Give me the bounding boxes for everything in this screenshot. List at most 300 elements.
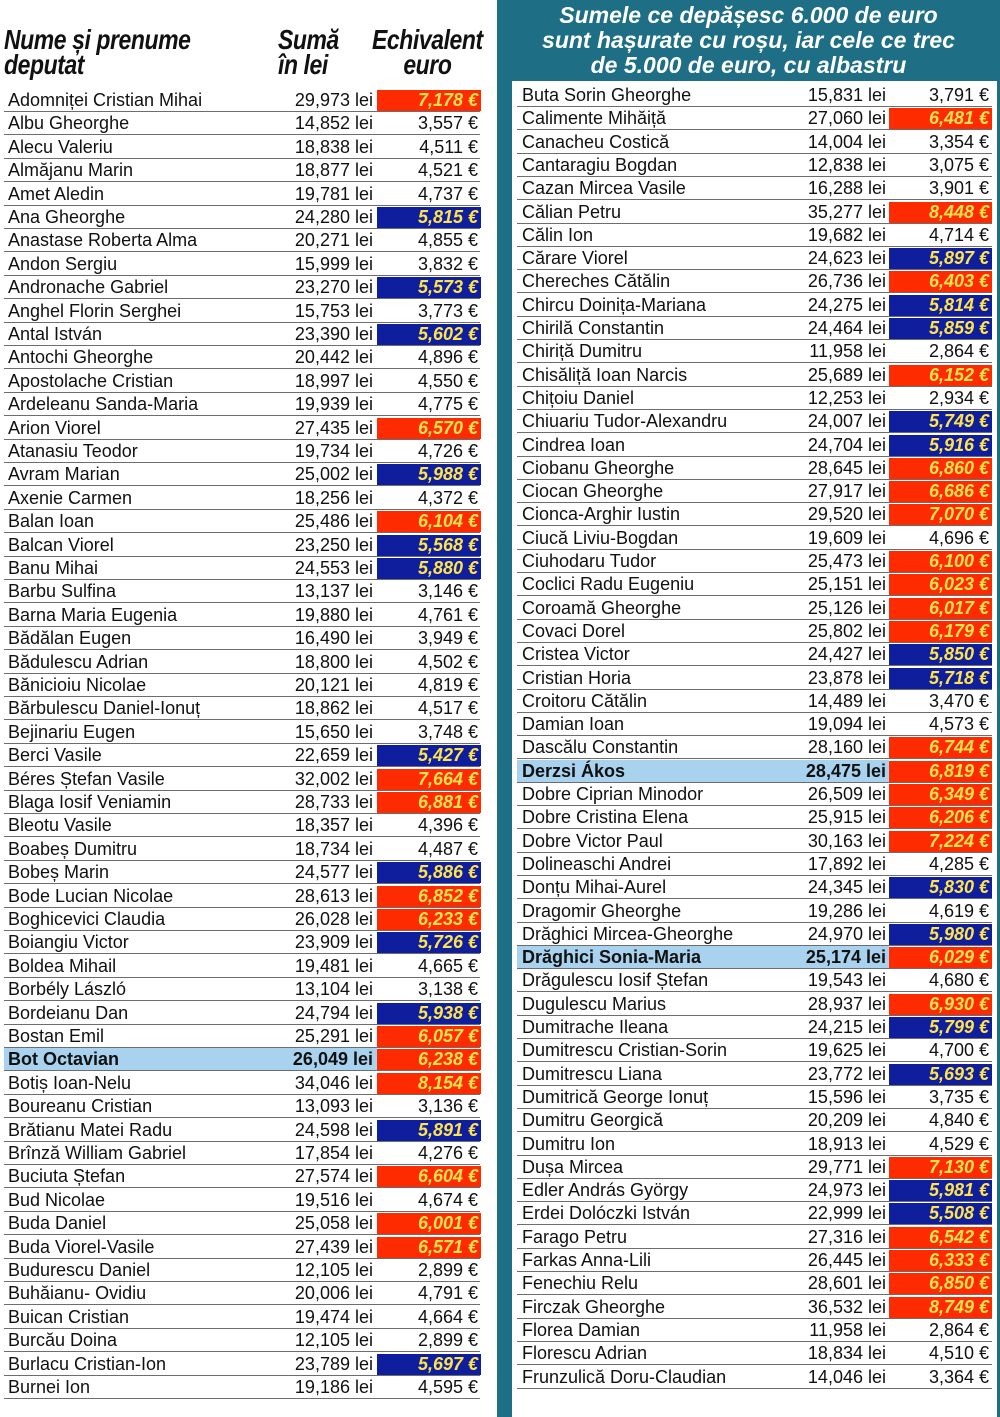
amount-euro: 6,744 € (889, 737, 992, 758)
deputy-name: Dobre Victor Paul (522, 830, 663, 851)
amount-euro: 5,602 € (377, 324, 481, 345)
amount-euro: 4,819 € (417, 675, 478, 695)
table-row (4, 791, 480, 814)
deputy-name: Boiangiu Victor (8, 932, 129, 953)
amount-lei: 30,163 lei (807, 830, 886, 851)
amount-euro: 5,508 € (889, 1203, 992, 1224)
amount-lei: 27,060 lei (807, 108, 886, 129)
table-row (4, 1212, 480, 1235)
amount-lei: 25,486 lei (294, 511, 373, 532)
amount-lei: 12,838 lei (807, 154, 886, 175)
amount-lei: 19,939 lei (294, 394, 373, 415)
amount-lei: 15,753 lei (294, 300, 373, 321)
amount-lei: 27,316 lei (807, 1226, 886, 1247)
amount-euro: 5,859 € (889, 318, 992, 339)
deputy-name: Antal István (8, 324, 103, 344)
deputy-name: Buta Sorin Gheorghe (522, 85, 692, 105)
amount-lei: 25,174 lei (805, 947, 886, 968)
amount-euro: 4,674 € (417, 1189, 478, 1210)
amount-lei: 19,543 lei (807, 970, 886, 991)
table-row (4, 323, 480, 346)
amount-lei: 28,160 lei (807, 737, 886, 758)
deputy-name: Dumitrică George Ionuț (522, 1086, 709, 1107)
amount-euro: 6,104 € (377, 511, 481, 532)
amount-euro: 5,749 € (889, 411, 992, 432)
table-row (4, 1119, 480, 1142)
amount-euro: 6,881 € (377, 792, 481, 813)
amount-lei: 36,532 lei (807, 1296, 886, 1317)
amount-lei: 16,288 lei (807, 178, 886, 199)
table-row (4, 253, 480, 276)
amount-euro: 6,100 € (889, 551, 992, 572)
deputy-name: Barbu Sulfina (8, 581, 117, 602)
amount-euro: 5,573 € (377, 277, 481, 298)
table-row (517, 1156, 992, 1179)
deputy-name: Dolineaschi Andrei (522, 853, 672, 874)
amount-euro: 4,573 € (928, 714, 989, 735)
deputy-name: Drăghici Sonia-Maria (522, 947, 702, 968)
header-euro-column (372, 24, 483, 80)
amount-lei: 24,553 lei (294, 558, 373, 578)
amount-lei: 20,006 lei (294, 1283, 373, 1304)
table-row (4, 1282, 480, 1305)
deputy-name: Ciuhodaru Tudor (522, 551, 657, 571)
amount-euro: 6,819 € (889, 761, 992, 782)
amount-lei: 18,877 lei (294, 160, 373, 181)
amount-euro: 6,333 € (889, 1250, 992, 1271)
table-row (517, 527, 992, 550)
table-row (4, 112, 480, 135)
amount-euro: 7,070 € (889, 504, 992, 525)
amount-euro: 3,773 € (417, 300, 478, 321)
amount-euro: 6,403 € (889, 271, 992, 292)
amount-lei: 25,802 lei (807, 620, 886, 641)
amount-lei: 11,958 lei (809, 341, 886, 362)
deputy-name: Dascălu Constantin (522, 737, 679, 758)
table-row (517, 1249, 992, 1272)
amount-euro: 3,557 € (417, 113, 478, 134)
deputy-name: Amet Aledin (8, 183, 105, 204)
deputy-name: Andronache Gabriel (8, 277, 169, 298)
deputy-name: Boghicevici Claudia (8, 909, 166, 929)
header-name-column (4, 24, 191, 80)
amount-euro: 7,224 € (889, 831, 992, 852)
table-row (4, 1142, 480, 1165)
deputy-name: Avram Marian (8, 464, 120, 485)
table-row (4, 651, 480, 674)
amount-euro: 5,916 € (889, 435, 992, 456)
amount-lei: 24,215 lei (807, 1017, 886, 1037)
amount-lei: 28,613 lei (294, 885, 373, 906)
amount-euro: 3,791 € (928, 85, 989, 105)
amount-euro: 3,364 € (928, 1366, 989, 1387)
deputy-name: Florea Damian (522, 1319, 641, 1340)
amount-lei: 15,831 lei (807, 85, 886, 105)
deputy-name: Brătianu Matei Radu (8, 1119, 173, 1140)
amount-euro: 4,529 € (928, 1133, 989, 1154)
table-row (4, 697, 480, 720)
deputy-name: Béres Ștefan Vasile (8, 768, 165, 789)
table-row (517, 736, 992, 759)
table-row (4, 1376, 480, 1399)
deputy-name: Farkas Anna-Lili (522, 1250, 652, 1270)
amount-lei: 23,789 lei (294, 1353, 373, 1374)
deputy-name: Calimente Mihăiță (522, 108, 667, 129)
table-row (4, 440, 480, 463)
amount-euro: 4,855 € (417, 230, 478, 251)
amount-lei: 24,280 lei (294, 207, 373, 227)
amount-euro: 4,696 € (928, 527, 989, 548)
amount-lei: 22,999 lei (807, 1203, 886, 1224)
deputy-name: Buciuta Ștefan (8, 1166, 126, 1187)
deputy-name: Ciobanu Gheorghe (522, 457, 675, 478)
amount-euro: 4,664 € (417, 1306, 478, 1327)
amount-euro: 6,852 € (377, 886, 481, 907)
amount-euro: 5,814 € (889, 295, 992, 316)
deputy-name: Berci Vasile (8, 745, 102, 766)
amount-lei: 19,094 lei (807, 714, 886, 735)
table-row (4, 955, 480, 978)
table-row (4, 1165, 480, 1188)
deputy-name: Balan Ioan (8, 511, 95, 532)
deputy-name: Buhăianu- Ovidiu (8, 1283, 147, 1304)
deputy-name: Bode Lucian Nicolae (8, 885, 174, 906)
deputy-name: Bordeianu Dan (8, 1002, 129, 1023)
table-row (4, 136, 480, 159)
amount-euro: 5,981 € (889, 1180, 992, 1201)
amount-lei: 24,577 lei (294, 862, 373, 883)
amount-euro: 5,980 € (889, 924, 992, 945)
amount-euro: 3,146 € (417, 581, 478, 602)
table-row (517, 201, 992, 224)
amount-euro: 4,840 € (928, 1110, 989, 1131)
deputy-name: Dobre Ciprian Minodor (522, 784, 704, 804)
deputy-name: Anghel Florin Serghei (8, 300, 182, 321)
deputy-name: Cionca-Arghir Iustin (522, 504, 681, 525)
table-row (4, 1072, 480, 1095)
deputy-name: Dumitru Georgică (522, 1110, 664, 1131)
amount-euro: 4,619 € (928, 900, 989, 921)
amount-euro: 7,178 € (377, 90, 481, 111)
amount-euro: 5,718 € (889, 668, 992, 689)
deputy-name: Budurescu Daniel (8, 1260, 151, 1280)
amount-euro: 5,427 € (377, 745, 481, 766)
amount-euro: 4,510 € (928, 1343, 989, 1364)
deputy-name: Ciocan Gheorghe (522, 481, 664, 502)
amount-euro: 3,136 € (417, 1096, 478, 1117)
amount-lei: 24,275 lei (807, 294, 886, 315)
amount-euro: 5,850 € (889, 644, 992, 665)
table-row (517, 1179, 992, 1202)
header-euro-line1: Echivalent (372, 24, 483, 55)
amount-lei: 19,186 lei (294, 1377, 373, 1397)
table-row (517, 317, 992, 340)
amount-euro: 6,152 € (889, 365, 992, 386)
amount-lei: 19,625 lei (807, 1040, 886, 1061)
table-row (4, 229, 480, 252)
table-row (517, 550, 992, 573)
deputy-name: Călin Ion (522, 224, 594, 245)
table-row (4, 627, 480, 650)
amount-lei: 15,596 lei (807, 1086, 886, 1107)
table-row (4, 1306, 480, 1329)
amount-lei: 14,852 lei (294, 113, 373, 134)
deputy-name: Alecu Valeriu (8, 136, 113, 157)
amount-euro: 4,761 € (417, 604, 478, 625)
table-row (4, 721, 480, 744)
deputy-name: Burlacu Cristian-Ion (8, 1353, 167, 1374)
legend-note (497, 3, 1000, 78)
amount-lei: 18,997 lei (294, 370, 373, 391)
deputy-name: Atanasiu Teodor (8, 441, 138, 461)
deputy-name: Farago Petru (522, 1226, 628, 1247)
amount-lei: 23,772 lei (807, 1063, 886, 1084)
table-row (517, 154, 992, 177)
amount-euro: 5,891 € (377, 1120, 481, 1141)
table-row (517, 1342, 992, 1365)
deputy-name: Adomniței Cristian Mihai (8, 90, 203, 110)
table-row (4, 580, 480, 603)
deputy-name: Andon Sergiu (8, 253, 118, 274)
header-name-line2: deputat (4, 49, 85, 80)
deputy-name: Chereches Cătălin (522, 271, 671, 292)
amount-lei: 28,733 lei (294, 792, 373, 812)
row-divider (4, 1398, 480, 1399)
deputy-name: Coclici Radu Eugeniu (522, 574, 695, 595)
deputy-name: Dobre Cristina Elena (522, 807, 689, 828)
amount-lei: 25,126 lei (807, 597, 886, 618)
table-row (517, 1226, 992, 1249)
amount-euro: 6,604 € (377, 1166, 481, 1187)
amount-lei: 26,445 lei (807, 1250, 886, 1270)
table-row (517, 1086, 992, 1109)
deputy-name: Cantaragiu Bogdan (522, 154, 678, 175)
table-row (4, 534, 480, 557)
deputy-name: Bădulescu Adrian (8, 651, 149, 672)
table-row (517, 783, 992, 806)
deputy-name: Albu Gheorghe (8, 113, 130, 134)
amount-euro: 6,542 € (889, 1227, 992, 1248)
amount-euro: 2,864 € (928, 1319, 989, 1340)
amount-lei: 13,093 lei (294, 1096, 373, 1117)
amount-euro: 6,233 € (377, 909, 481, 930)
deputy-name: Dumitrache Ileana (522, 1017, 669, 1037)
table-row (517, 1272, 992, 1295)
deputy-name: Boureanu Cristian (8, 1096, 153, 1117)
legend-note-line2: sunt hașurate cu roșu, iar cele ce trec (542, 27, 955, 53)
table-row (4, 814, 480, 837)
amount-euro: 3,354 € (928, 131, 989, 152)
amount-lei: 18,357 lei (294, 815, 373, 836)
table-row (4, 300, 480, 323)
table-row (517, 667, 992, 690)
deputy-name: Dugulescu Marius (522, 993, 667, 1014)
amount-euro: 6,017 € (889, 598, 992, 619)
deputy-name: Barna Maria Eugenia (8, 604, 178, 625)
table-row (4, 463, 480, 486)
amount-lei: 25,291 lei (294, 1026, 373, 1046)
deputy-name: Covaci Dorel (522, 620, 626, 641)
amount-euro: 3,901 € (928, 178, 989, 199)
amount-euro: 4,714 € (928, 224, 989, 245)
table-row (517, 643, 992, 666)
amount-euro: 6,571 € (377, 1237, 481, 1258)
deputy-name: Apostolache Cristian (8, 370, 174, 391)
amount-euro: 3,075 € (928, 154, 989, 175)
deputy-name: Dușa Mircea (522, 1156, 624, 1177)
amount-euro: 3,832 € (417, 253, 478, 274)
right-table-area (512, 81, 997, 1417)
deputy-name: Erdei Dolóczki István (522, 1203, 691, 1224)
table-row (517, 597, 992, 620)
deputy-name: Antochi Gheorghe (8, 347, 154, 368)
table-row (4, 885, 480, 908)
table-row (4, 557, 480, 580)
amount-lei: 14,046 lei (807, 1366, 886, 1387)
table-row (4, 1048, 480, 1071)
table-row (4, 346, 480, 369)
deputy-name: Frunzulică Doru-Claudian (522, 1366, 727, 1387)
deputy-name: Edler András György (522, 1180, 689, 1201)
table-row (4, 1353, 480, 1376)
table-row (4, 487, 480, 510)
amount-lei: 28,601 lei (807, 1273, 886, 1294)
amount-lei: 20,271 lei (294, 230, 373, 251)
table-row (517, 364, 992, 387)
amount-euro: 8,154 € (377, 1073, 481, 1094)
amount-lei: 19,516 lei (294, 1189, 373, 1210)
amount-lei: 25,151 lei (807, 574, 886, 595)
amount-euro: 4,896 € (417, 347, 478, 368)
amount-lei: 35,277 lei (807, 201, 886, 222)
table-row (517, 1016, 992, 1039)
table-row (4, 1236, 480, 1259)
deputy-name: Bleotu Vasile (8, 815, 112, 836)
amount-lei: 27,439 lei (294, 1236, 373, 1257)
table-row (4, 931, 480, 954)
amount-euro: 5,830 € (889, 877, 992, 898)
amount-lei: 14,489 lei (807, 690, 886, 711)
legend-note-line1: Sumele ce depășesc 6.000 de euro (559, 2, 938, 28)
amount-lei: 15,650 lei (294, 721, 373, 742)
deputy-name: Călian Petru (522, 201, 622, 222)
deputy-name: Ciucă Liviu-Bogdan (522, 527, 679, 548)
amount-euro: 6,057 € (377, 1026, 481, 1047)
deputy-name: Burnei Ion (8, 1377, 91, 1397)
amount-lei: 18,838 lei (294, 136, 373, 157)
deputy-name: Almăjanu Marin (8, 160, 134, 181)
deputy-name: Chiriță Dumitru (522, 341, 643, 362)
amount-lei: 28,937 lei (807, 993, 886, 1014)
table-row (517, 620, 992, 643)
deputy-name: Chirilă Constantin (522, 318, 665, 338)
amount-euro: 3,735 € (928, 1086, 989, 1107)
table-row (4, 1329, 480, 1352)
table-row (517, 853, 992, 876)
table-row (4, 393, 480, 416)
header-name-line1: Nume și prenume (4, 24, 191, 55)
amount-lei: 32,002 lei (294, 768, 373, 789)
amount-euro: 4,502 € (417, 651, 478, 672)
amount-lei: 27,917 lei (807, 481, 886, 502)
table-row (517, 830, 992, 853)
amount-euro: 2,864 € (928, 341, 989, 362)
table-row (517, 1296, 992, 1319)
amount-euro: 6,570 € (377, 418, 481, 439)
table-row (517, 923, 992, 946)
amount-euro: 5,897 € (889, 248, 992, 269)
table-row (4, 861, 480, 884)
amount-lei: 19,474 lei (294, 1306, 373, 1327)
table-row (4, 674, 480, 697)
deputy-name: Bădălan Eugen (8, 628, 132, 649)
table-row (517, 340, 992, 363)
deputy-name: Drăgulescu Iosif Ștefan (522, 970, 709, 991)
table-row (4, 159, 480, 182)
amount-lei: 19,286 lei (807, 900, 886, 921)
amount-lei: 13,137 lei (294, 581, 373, 602)
amount-euro: 6,481 € (889, 108, 992, 129)
table-row (517, 457, 992, 480)
deputy-name: Bănicioiu Nicolae (8, 675, 147, 695)
amount-lei: 11,958 lei (809, 1319, 886, 1340)
amount-lei: 25,473 lei (807, 551, 886, 571)
amount-lei: 29,973 lei (294, 90, 373, 110)
deputy-name: Boldea Mihail (8, 955, 117, 976)
amount-euro: 7,130 € (889, 1157, 992, 1178)
amount-euro: 4,550 € (417, 370, 478, 391)
table-row (517, 1319, 992, 1342)
table-row (517, 224, 992, 247)
amount-euro: 4,726 € (417, 441, 478, 461)
amount-euro: 2,899 € (417, 1330, 478, 1351)
amount-euro: 4,775 € (417, 394, 478, 415)
amount-euro: 4,595 € (417, 1377, 478, 1397)
table-row (517, 806, 992, 829)
amount-lei: 19,880 lei (294, 604, 373, 625)
table-row (4, 1189, 480, 1212)
amount-euro: 4,487 € (417, 838, 478, 859)
amount-lei: 20,442 lei (294, 347, 373, 368)
amount-lei: 24,970 lei (807, 923, 886, 944)
amount-euro: 5,697 € (377, 1354, 481, 1375)
deputy-name: Damian Ioan (522, 714, 625, 735)
amount-euro: 5,799 € (889, 1017, 992, 1038)
right-panel (497, 0, 1000, 1417)
deputy-name: Botiș Ioan-Nelu (8, 1072, 132, 1093)
amount-lei: 12,105 lei (294, 1260, 373, 1280)
table-row (4, 838, 480, 861)
table-row (517, 993, 992, 1016)
deputy-name: Firczak Gheorghe (522, 1296, 666, 1317)
deputy-name: Buda Viorel-Vasile (8, 1236, 155, 1257)
row-divider (517, 1388, 992, 1389)
table-row (517, 573, 992, 596)
amount-lei: 23,270 lei (294, 277, 373, 298)
amount-lei: 27,574 lei (294, 1166, 373, 1187)
table-row (517, 760, 992, 783)
amount-lei: 15,999 lei (294, 253, 373, 274)
amount-lei: 34,046 lei (294, 1072, 373, 1093)
table-row (517, 1133, 992, 1156)
table-row (517, 434, 992, 457)
amount-euro: 5,726 € (377, 932, 481, 953)
amount-euro: 4,396 € (417, 815, 478, 836)
amount-lei: 29,520 lei (807, 504, 886, 525)
table-row (517, 713, 992, 736)
table-row (4, 768, 480, 791)
amount-lei: 18,862 lei (294, 698, 373, 719)
